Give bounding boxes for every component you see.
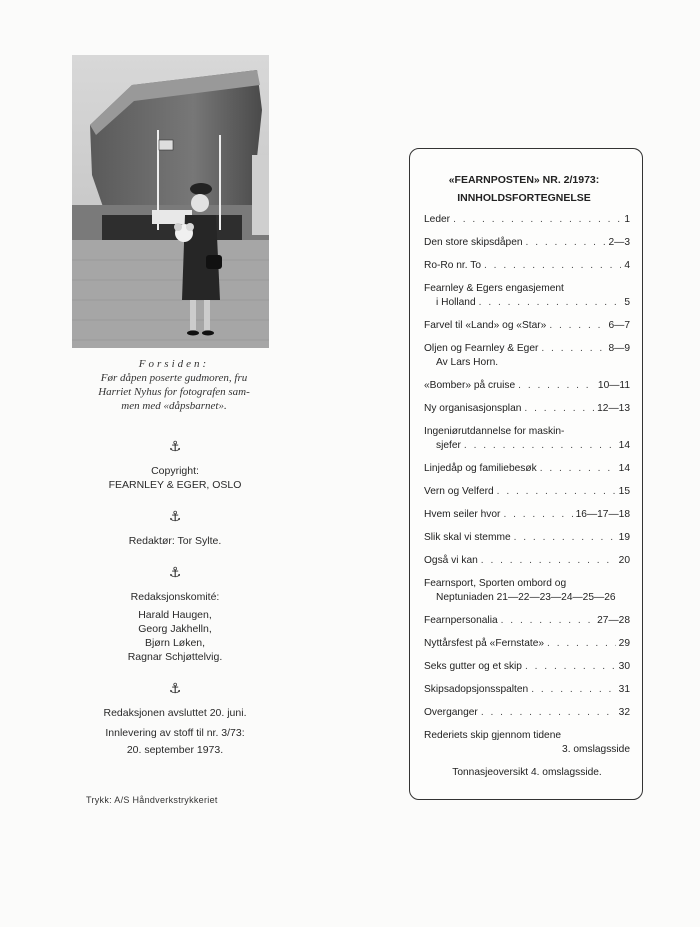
leader-dots <box>497 485 616 499</box>
toc-entry-title: Farvel til «Land» og «Star» <box>424 320 547 331</box>
toc-entry-title: Leder <box>424 214 451 225</box>
deadline-line: Redaksjonen avsluttet 20. juni. <box>103 707 247 719</box>
toc-entry-title: Også vi kan <box>424 555 478 566</box>
leader-dots <box>524 402 594 416</box>
toc-entry-title: Oljen og Fearnley & Eger <box>424 343 539 354</box>
toc-issue: «FEARNPOSTEN» NR. 2/1973: <box>448 174 600 186</box>
toc-entry-page: 12—13 <box>597 403 630 414</box>
toc-entry <box>424 319 630 333</box>
anchor-icon: ⚓ <box>168 564 182 580</box>
toc-entry-title: Fearnley & Egers engasjement <box>424 283 564 294</box>
toc-entry <box>424 531 630 545</box>
toc-entry-title: Ro-Ro nr. To <box>424 260 481 271</box>
submission-line: Innlevering av stoff til nr. 3/73: <box>105 727 245 739</box>
toc-entry <box>424 614 630 628</box>
leader-dots <box>481 706 616 720</box>
toc-entry <box>424 342 630 370</box>
leader-dots <box>503 508 572 522</box>
toc-entry-title: Ingeniørutdannelse for maskin- <box>424 426 565 437</box>
committee-member: Bjørn Løken, <box>144 637 206 649</box>
toc-entry-title: Den store skipsdåpen <box>424 237 523 248</box>
toc-entry-page: 14 <box>618 440 630 451</box>
toc-entry-page: 27—28 <box>597 615 630 626</box>
toc-entry-title: Nyttårsfest på «Fernstate» <box>424 638 545 649</box>
toc-entry <box>424 425 630 453</box>
toc-entry <box>424 683 630 697</box>
printer-credit: Trykk: A/S Håndverkstrykkeriet <box>86 795 218 805</box>
toc-entry-page: 30 <box>618 661 630 672</box>
toc-entry-title: Hvem seiler hvor <box>424 509 501 520</box>
toc-entry-page: 32 <box>618 707 630 718</box>
toc-entry-title: sjefer <box>436 440 461 451</box>
leader-dots <box>540 462 616 476</box>
committee-member: Georg Jakhelln, <box>138 623 212 635</box>
caption-line: Harriet Nyhus for fotografen sam- <box>98 386 250 398</box>
leader-dots <box>484 259 621 273</box>
toc-heading: INNHOLDSFORTEGNELSE <box>457 192 591 204</box>
toc-footer: Tonnasjeoversikt 4. omslagsside. <box>452 767 602 778</box>
toc-entry-page: 31 <box>618 684 630 695</box>
toc-entry <box>424 259 630 273</box>
toc-entry-page: 4 <box>624 260 630 271</box>
toc-entry-page: 8—9 <box>608 343 630 354</box>
toc-entry-title: Overganger <box>424 707 478 718</box>
toc-entry-title: Neptuniaden 21—22—23—24—25—26 <box>436 592 616 603</box>
toc-entry-page: 16—17—18 <box>575 509 630 520</box>
toc-entry <box>424 637 630 651</box>
leader-dots <box>547 637 616 651</box>
toc-entry-title: Linjedåp og familiebesøk <box>424 463 537 474</box>
toc-entry-title: Fearnpersonalia <box>424 615 498 626</box>
toc-entry-title: Fearnsport, Sporten ombord og <box>424 578 567 589</box>
leader-dots <box>514 531 616 545</box>
toc-entry-page: 14 <box>618 463 630 474</box>
ship-launch-image <box>72 55 269 348</box>
caption-heading: Forsiden: <box>138 358 210 370</box>
submission-date: 20. september 1973. <box>126 744 224 756</box>
toc-entry <box>424 554 630 568</box>
leader-dots <box>518 379 595 393</box>
toc-entry <box>424 379 630 393</box>
toc-entry-page: 3. omslagsside <box>562 744 630 755</box>
toc-entry-page: 10—11 <box>597 380 630 391</box>
toc-entry-title: Slik skal vi stemme <box>424 532 511 543</box>
leader-dots <box>479 296 622 310</box>
anchor-icon: ⚓ <box>168 438 182 454</box>
toc-entry-title: Skipsadopsjonsspalten <box>424 684 529 695</box>
toc-entry-page: 6—7 <box>608 320 630 331</box>
toc-entry-title: «Bomber» på cruise <box>424 380 516 391</box>
toc-entry-title: Ny organisasjonsplan <box>424 403 522 414</box>
toc-entry-page: 1 <box>624 214 630 225</box>
photo-caption <box>66 357 282 413</box>
toc-entry-title: i Holland <box>436 297 476 308</box>
toc-entry-page: 5 <box>624 297 630 308</box>
committee-member: Harald Haugen, <box>138 609 212 621</box>
table-of-contents <box>409 148 643 800</box>
toc-entry <box>424 213 630 227</box>
toc-entry-page: 15 <box>618 486 630 497</box>
leader-dots <box>541 342 605 356</box>
cover-photo <box>72 55 269 348</box>
toc-title <box>418 171 630 207</box>
toc-entry <box>424 282 630 310</box>
leader-dots <box>531 683 615 697</box>
toc-entry <box>424 402 630 416</box>
committee-label: Redaksjonskomité: <box>130 591 220 603</box>
toc-entry <box>424 577 630 605</box>
toc-entry-page: 19 <box>618 532 630 543</box>
caption-line: Før dåpen poserte gudmoren, fru <box>100 372 248 384</box>
toc-entry-title: Vern og Velferd <box>424 486 494 497</box>
toc-entry <box>424 729 630 757</box>
toc-entry-page: 20 <box>618 555 630 566</box>
toc-entry-title: Rederiets skip gjennom tidene <box>424 730 562 741</box>
toc-entry-page: 29 <box>618 638 630 649</box>
caption-line: men med «dåpsbarnet». <box>121 400 227 412</box>
toc-entry <box>424 660 630 674</box>
toc-entry <box>424 236 630 250</box>
leader-dots <box>453 213 621 227</box>
toc-entry <box>424 462 630 476</box>
editor-line: Redaktør: Tor Sylte. <box>128 535 222 547</box>
leader-dots <box>501 614 595 628</box>
anchor-icon: ⚓ <box>168 680 182 696</box>
toc-entry <box>424 485 630 499</box>
committee-member: Ragnar Schjøttelvig. <box>127 651 223 663</box>
toc-entry-author: Av Lars Horn. <box>436 357 499 368</box>
anchor-icon: ⚓ <box>168 508 182 524</box>
toc-entry <box>424 706 630 720</box>
toc-entry-title: Seks gutter og et skip <box>424 661 522 672</box>
colophon <box>80 436 270 757</box>
leader-dots <box>464 439 616 453</box>
toc-entry <box>424 508 630 522</box>
leader-dots <box>526 236 606 250</box>
leader-dots <box>549 319 605 333</box>
leader-dots <box>525 660 616 674</box>
leader-dots <box>481 554 616 568</box>
toc-entry-page: 2—3 <box>608 237 630 248</box>
copyright-holder: FEARNLEY & EGER, OSLO <box>108 479 242 491</box>
copyright-label: Copyright: <box>151 465 199 477</box>
